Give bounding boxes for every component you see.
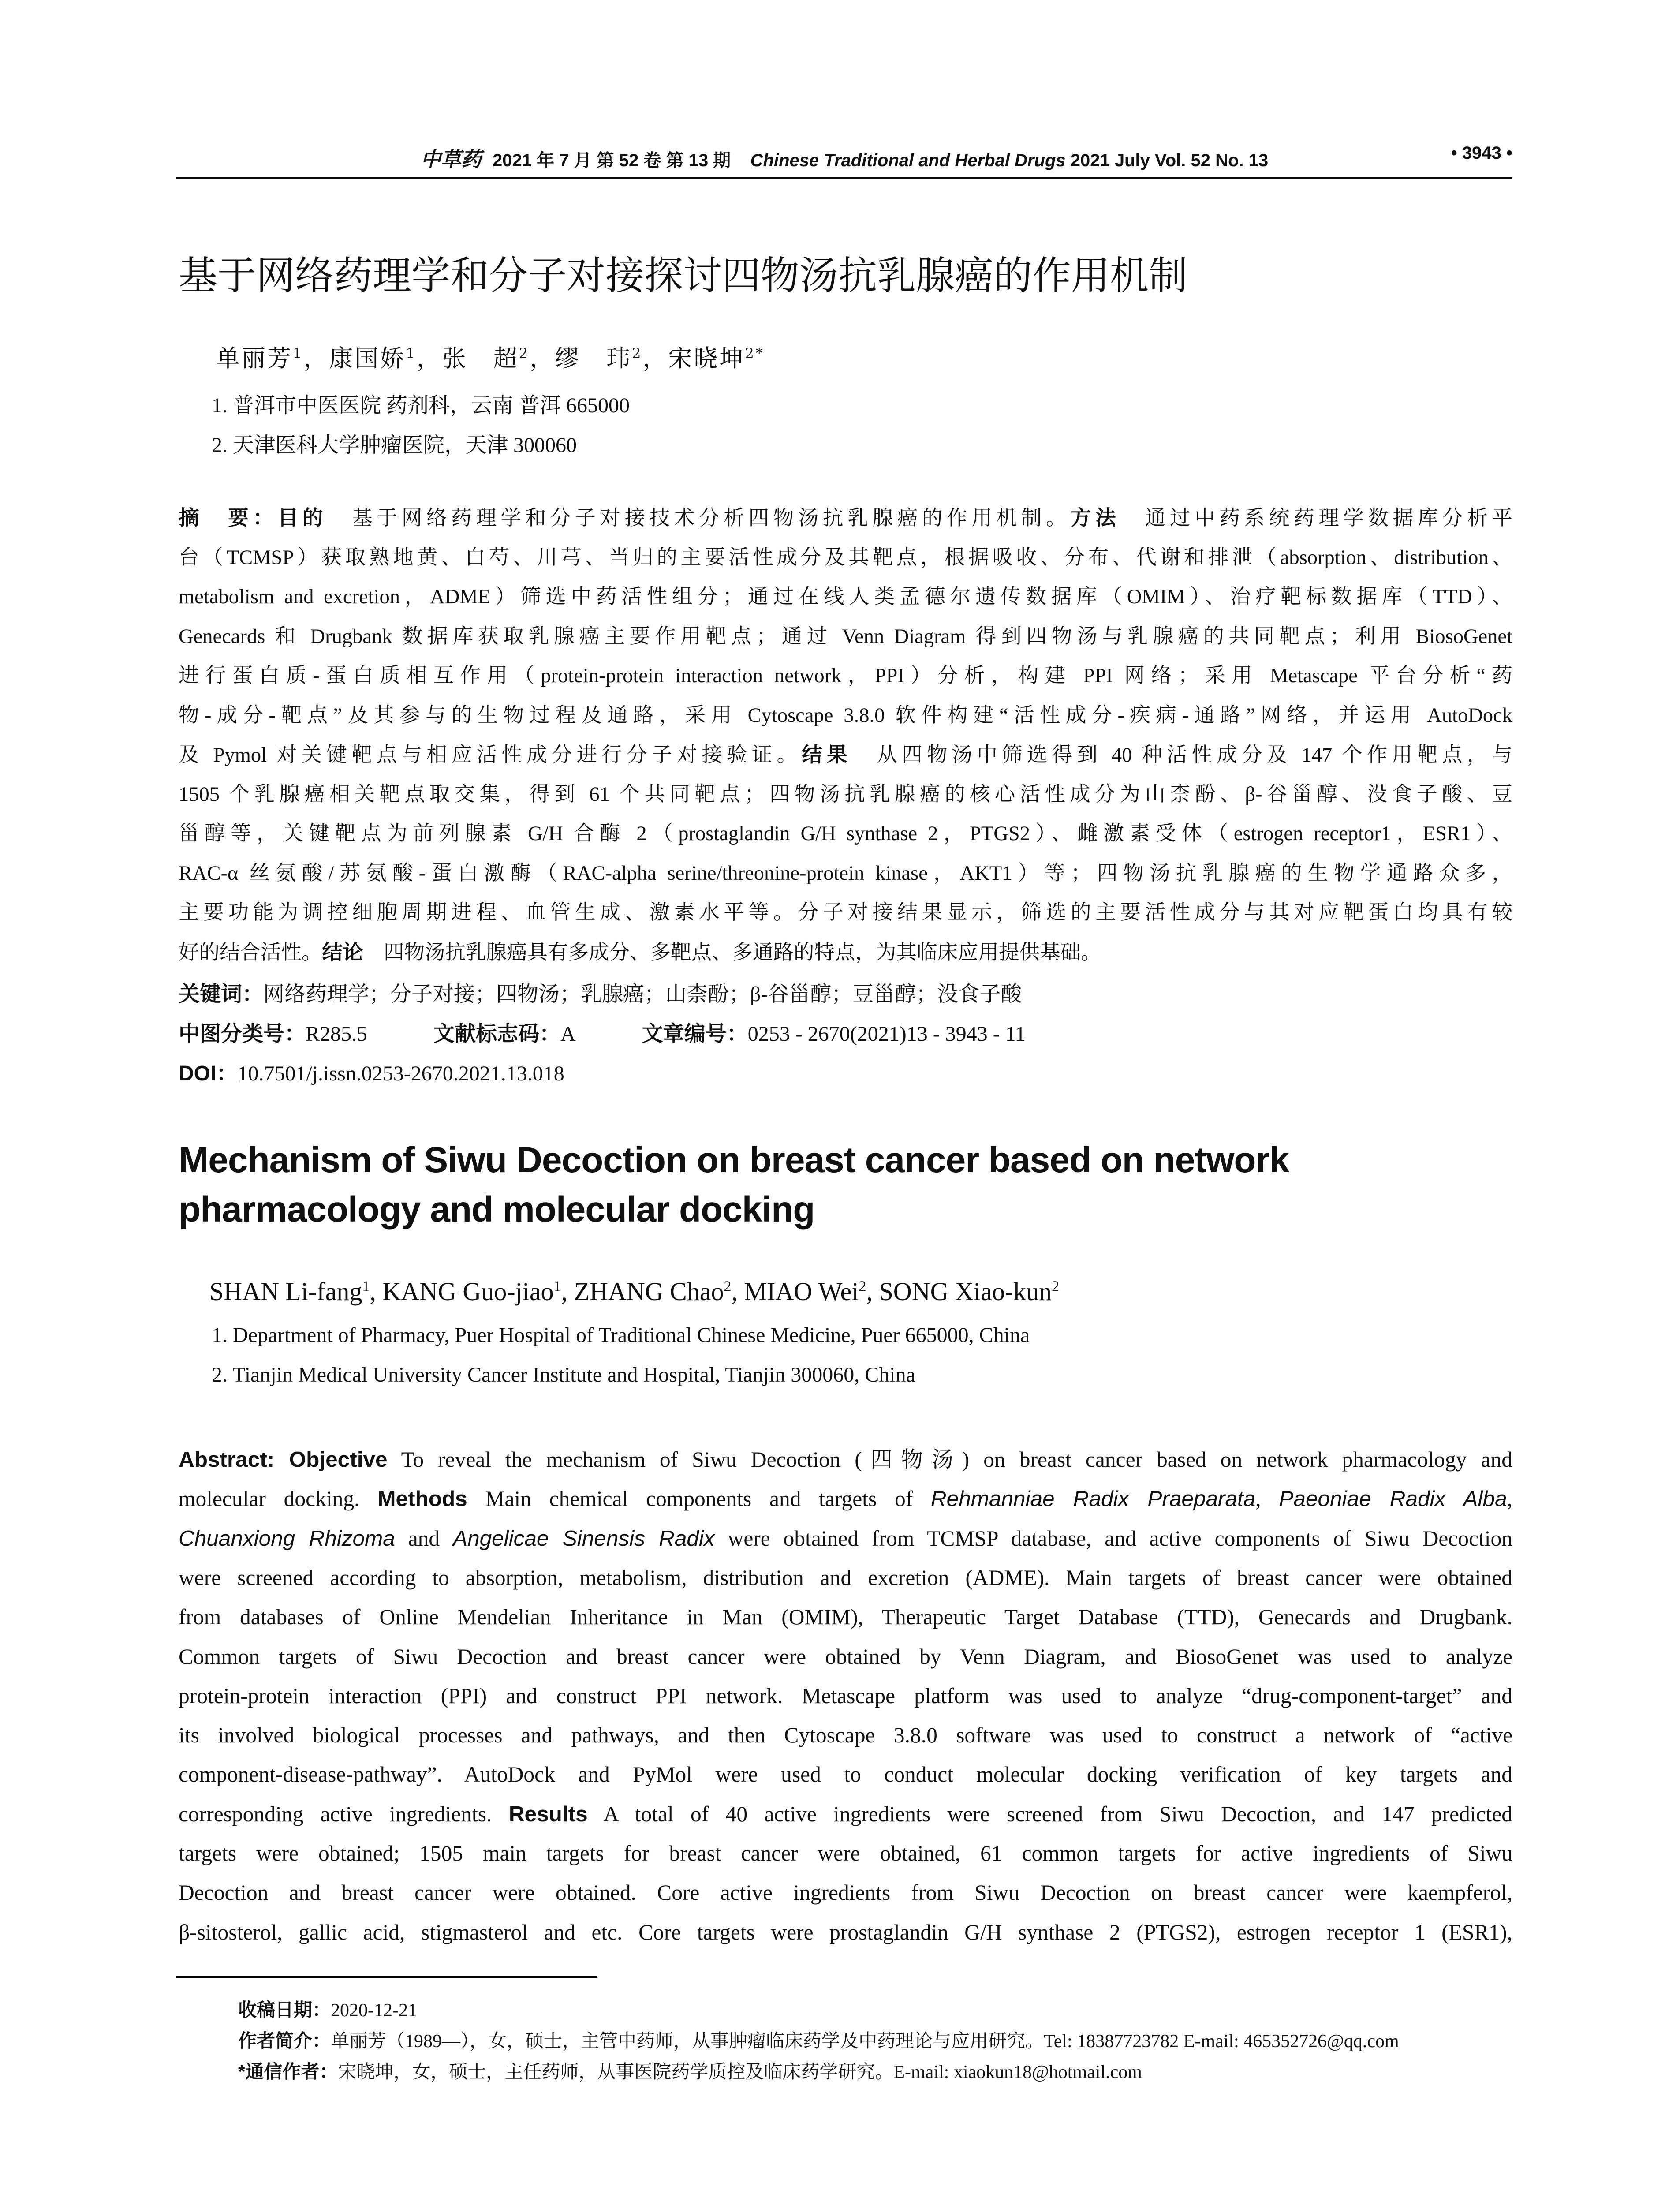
abstract-text: 物-成分-靶点”及其参与的生物过程及通路，采用 Cytoscape 3.8.0 软件构建“活性成分-疾病-通路”网络，并运用 AutoDock [179, 704, 1512, 727]
author-name: MIAO Wei [744, 1277, 859, 1306]
author-name: 张 超 [442, 344, 519, 372]
abstract-section-label: Methods [377, 1487, 467, 1511]
doi-line [179, 1056, 564, 1087]
footnote-rule [176, 1976, 597, 1978]
author-affiliation-mark: 2 [632, 345, 643, 362]
abstract-text: 好的结合活性。 [179, 941, 322, 964]
keywords-cn [179, 977, 1022, 1007]
abstract-line [179, 1913, 1512, 1952]
abstract-line [179, 577, 1512, 617]
abstract-italic-term: Chuanxiong Rhizoma [179, 1526, 395, 1551]
journal-logo: 中草药 [420, 147, 482, 171]
corresponding-label: *通信作者： [238, 2061, 338, 2082]
article-title-en: Mechanism of Siwu Decoction on breast cancer based on network pharmacology and molecular docking [179, 1140, 1289, 1230]
abstract-line [179, 1834, 1512, 1873]
keywords-label: 关键词： [179, 983, 264, 1006]
abstract-text: 甾醇等，关键靶点为前列腺素 G/H 合酶 2（prostaglandin G/H synthase 2，PTGS2）、雌激素受体（estrogen receptor1，ESR1）、 [179, 822, 1512, 845]
abstract-line [179, 1597, 1512, 1637]
abstract-line [179, 814, 1512, 853]
abstract-line [179, 1479, 1512, 1518]
abstract-text: targets were obtained; 1505 main targets for breast cancer were obtained, 61 common targets for active ingredients of Siwu [179, 1841, 1512, 1865]
abstract-text: 从四物汤中筛选得到 40 种活性成分及 147 个作用靶点，与 [851, 744, 1513, 766]
abstract-text: metabolism and excretion，ADME）筛选中药活性组分；通过在线人类孟德尔遗传数据库（OMIM）、治疗靶标数据库（TTD）、 [179, 586, 1512, 608]
doi-label: DOI： [179, 1062, 238, 1085]
footnote-author-bio [238, 2026, 1399, 2053]
abstract-text: A total of 40 active ingredients were screened from Siwu Decoction, and 147 predicted [587, 1801, 1512, 1826]
abstract-line [179, 696, 1512, 735]
abstract-line [179, 538, 1512, 577]
header-rule [176, 177, 1512, 179]
abstract-line [179, 1794, 1512, 1834]
abstract-text: 通过中药系统药理学数据库分析平 [1120, 507, 1513, 530]
abstract-section-label: 摘 要：目的 [179, 506, 328, 529]
abstract-text: its involved biological processes and pathways, and then Cytoscape 3.8.0 software was used to construct a network of “active [179, 1723, 1512, 1748]
abstract-line [179, 1676, 1512, 1715]
abstract-line [179, 1519, 1512, 1558]
abstract-section-label: 结果 [802, 743, 852, 766]
abstract-text: from databases of Online Mendelian Inheritance in Man (OMIM), Therapeutic Target Database (TTD), Genecards and Drugbank. [179, 1605, 1512, 1629]
author-name: 单丽芳 [216, 344, 293, 372]
author-name: SHAN Li-fang [209, 1277, 362, 1306]
doc-code-label: 文献标志码： [433, 1022, 561, 1046]
affiliation-en-2: 2. Tianjin Medical University Cancer Institute and Hospital, Tianjin 300060, China [212, 1363, 915, 1387]
doi-value: 10.7501/j.issn.0253-2670.2021.13.018 [237, 1062, 564, 1085]
abstract-text: molecular docking. [179, 1487, 378, 1511]
abstract-line [179, 1558, 1512, 1597]
abstract-line [179, 1440, 1512, 1479]
journal-name-en: Chinese Traditional and Herbal Drugs [750, 151, 1066, 170]
running-header [176, 143, 1512, 170]
author-list-en: SHAN Li-fang$^1$, KANG Guo-jiao$^1$, ZHANG Chao$^2$, MIAO Wei$^2$, SONG Xiao-kun$^2$ [209, 1277, 1060, 1306]
article-no-label: 文章编号： [642, 1022, 748, 1046]
author-name: SONG Xiao-kun [879, 1277, 1052, 1306]
issue-cn: 2021 年 7 月 第 52 卷 第 13 期 [492, 151, 731, 170]
keywords-value: 网络药理学；分子对接；四物汤；乳腺癌；山柰酚；β-谷甾醇；豆甾醇；没食子酸 [263, 983, 1022, 1006]
article-no-value: 0253 - 2670(2021)13 - 3943 - 11 [747, 1022, 1026, 1046]
abstract-text: were screened according to absorption, metabolism, distribution and excretion (ADME). Main targets of breast cancer were obtained [179, 1565, 1512, 1590]
abstract-text: protein-protein interaction (PPI) and construct PPI network. Metascape platform was used to analyze “drug-component-target” and [179, 1683, 1512, 1708]
abstract-text: were obtained from TCMSP database, and active components of Siwu Decoction [714, 1526, 1512, 1551]
abstract-text: To reveal the mechanism of Siwu Decoction (四物汤) on breast cancer based on network pharmacology and [387, 1447, 1513, 1472]
abstract-line [179, 1715, 1512, 1755]
clc-value: R285.5 [306, 1022, 368, 1046]
affiliation-cn-1: 1. 普洱市中医医院 药剂科，云南 普洱 665000 [212, 394, 630, 417]
doc-code-value: A [560, 1022, 576, 1046]
abstract-text: 主要功能为调控细胞周期进程、血管生成、激素水平等。分子对接结果显示，筛选的主要活性成分与其对应靶蛋白均具有较 [179, 901, 1512, 924]
received-date: 2020-12-21 [331, 2000, 417, 2021]
abstract-text: Genecards 和 Drugbank 数据库获取乳腺癌主要作用靶点；通过 Venn Diagram 得到四物汤与乳腺癌的共同靶点；利用 BiosoGenet [179, 625, 1512, 648]
author-affiliation-mark: 2* [745, 345, 765, 362]
author-affiliation-mark: 1 [362, 1278, 370, 1295]
abstract-text: , [1507, 1487, 1512, 1511]
author-name: ZHANG Chao [574, 1277, 724, 1306]
author-affiliation-mark: 1 [553, 1278, 561, 1295]
footnote-received [238, 1996, 417, 2022]
abstract-text: RAC-α 丝氨酸/苏氨酸-蛋白激酶（RAC-alpha serine/threonine-protein kinase，AKT1）等；四物汤抗乳腺癌的生物学通路众多， [179, 862, 1512, 885]
abstract-text: Main chemical components and targets of [467, 1487, 931, 1511]
author-affiliation-mark: 2 [1052, 1278, 1060, 1295]
abstract-text: , [1255, 1487, 1279, 1511]
abstract-text: 及 Pymol 对关键靶点与相应活性成分进行分子对接验证。 [179, 744, 802, 766]
abstract-italic-term: Paeoniae Radix Alba [1279, 1487, 1507, 1511]
abstract-section-label: Results [508, 1801, 588, 1826]
abstract-text: 基于网络药理学和分子对接技术分析四物汤抗乳腺癌的作用机制。 [327, 507, 1071, 530]
author-affiliation-mark: 2 [724, 1278, 732, 1295]
abstract-section-label: 结论 [322, 940, 363, 964]
corresponding-text: 宋晓坤，女，硕士，主任药师，从事医院药学质控及临床药学研究。E-mail: xiaokun18@hotmail.com [338, 2062, 1142, 2082]
abstract-line [179, 1755, 1512, 1794]
abstract-line [179, 893, 1512, 932]
abstract-line [179, 775, 1512, 814]
author-affiliation-mark: 2 [859, 1278, 866, 1295]
author-bio-label: 作者简介： [238, 2030, 331, 2051]
author-name: 缪 玮 [555, 344, 632, 372]
abstract-text: Decoction and breast cancer were obtained. Core active ingredients from Siwu Decoction on breast cancer were kaempferol, [179, 1880, 1512, 1905]
author-list-cn: 单丽芳$^1$，康国娇$^1$，张 超$^2$，缪 玮$^2$，宋晓坤$^{2*}$ [216, 344, 765, 372]
affiliation-en-1: 1. Department of Pharmacy, Puer Hospital of Traditional Chinese Medicine, Puer 665000, China [212, 1323, 1030, 1347]
abstract-line [179, 1873, 1512, 1912]
author-name: KANG Guo-jiao [382, 1277, 554, 1306]
footnote-corresponding [238, 2057, 1142, 2084]
abstract-line [179, 1637, 1512, 1676]
author-affiliation-mark: 1 [293, 345, 304, 362]
author-bio-text: 单丽芳（1989—），女，硕士，主管中药师，从事肿瘤临床药学及中药理论与应用研究。Tel: 18387723782 E-mail: 465352726@qq.com [331, 2031, 1399, 2052]
clc-label: 中图分类号： [179, 1022, 306, 1046]
abstract-line [179, 933, 1512, 972]
page-number: • 3943 • [1451, 143, 1512, 163]
article-title-cn: 基于网络药理学和分子对接探讨四物汤抗乳腺癌的作用机制 [179, 253, 1188, 298]
abstract-line [179, 735, 1512, 775]
classification-line [179, 1017, 1026, 1047]
issue-en: 2021 July Vol. 52 No. 13 [1070, 151, 1269, 170]
abstract-text: β-sitosterol, gallic acid, stigmasterol and etc. Core targets were prostaglandin G/H synthase 2 (PTGS2), estrogen receptor 1 (ESR1), [179, 1920, 1512, 1944]
abstract-italic-term: Rehmanniae Radix Praeparata [930, 1487, 1256, 1511]
abstract-text: 1505 个乳腺癌相关靶点取交集，得到 61 个共同靶点；四物汤抗乳腺癌的核心活性成分为山柰酚、β-谷甾醇、没食子酸、豆 [179, 783, 1512, 806]
abstract-line [179, 498, 1512, 538]
author-name: 康国娇 [329, 344, 406, 372]
author-name: 宋晓坤 [668, 344, 745, 372]
abstract-text: component-disease-pathway”. AutoDock and PyMol were used to conduct molecular docking verification of key targets and [179, 1762, 1512, 1787]
abstract-text: corresponding active ingredients. [179, 1801, 509, 1826]
abstract-line [179, 854, 1512, 893]
abstract-line [179, 656, 1512, 695]
abstract-section-label: Abstract: Objective [179, 1447, 388, 1472]
header-center [176, 143, 1512, 172]
author-affiliation-mark: 1 [406, 345, 417, 362]
abstract-text: 台（TCMSP）获取熟地黄、白芍、川芎、当归的主要活性成分及其靶点，根据吸收、分布、代谢和排泄（absorption、distribution、 [179, 546, 1512, 569]
affiliation-cn-2: 2. 天津医科大学肿瘤医院，天津 300060 [212, 434, 577, 457]
abstract-text: 四物汤抗乳腺癌具有多成分、多靶点、多通路的特点，为其临床应用提供基础。 [363, 941, 1101, 964]
received-label: 收稿日期： [238, 1999, 331, 2020]
abstract-text: 进行蛋白质-蛋白质相互作用（protein-protein interaction network，PPI）分析，构建 PPI 网络；采用 Metascape 平台分析“药 [179, 665, 1512, 687]
author-affiliation-mark: 2 [519, 345, 530, 362]
abstract-section-label: 方法 [1071, 506, 1120, 529]
abstract-italic-term: Angelicae Sinensis Radix [453, 1526, 715, 1551]
abstract-text: Common targets of Siwu Decoction and breast cancer were obtained by Venn Diagram, and BiosoGenet was used to analyze [179, 1644, 1512, 1669]
abstract-text: and [395, 1526, 453, 1551]
abstract-line [179, 617, 1512, 656]
